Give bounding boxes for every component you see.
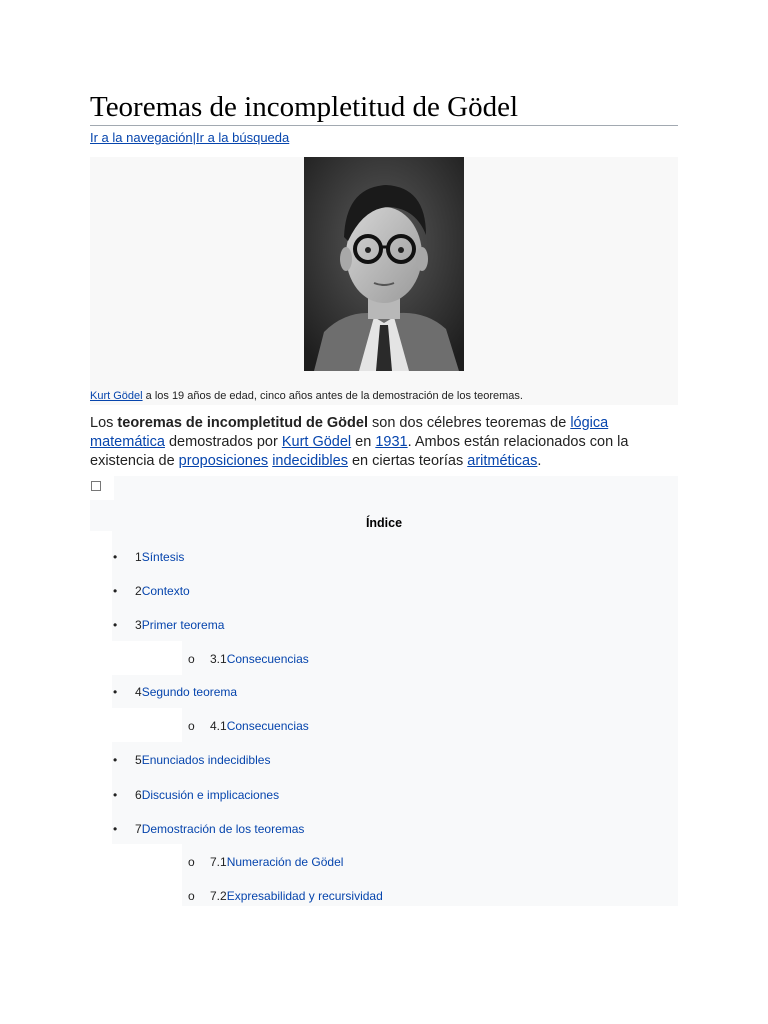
infobox-figure [90, 157, 678, 405]
bullet-icon: • [113, 788, 118, 802]
toc-item-number: 3.1 [210, 652, 227, 666]
intro-text-1: Los [90, 415, 118, 431]
toc-sub-indent [112, 844, 182, 878]
toc-item-number: 5 [135, 753, 142, 767]
portrait-illustration [304, 157, 464, 371]
figure-caption [90, 389, 523, 403]
title-divider [90, 125, 678, 126]
jump-separator: | [192, 130, 197, 145]
toc-item-enunciados-indecidibles[interactable] [113, 753, 271, 767]
toc-item-demostracion[interactable] [113, 822, 305, 836]
aritmeticas-link[interactable]: aritméticas [467, 453, 538, 469]
circle-bullet-icon: o [188, 855, 195, 869]
toc-item-number: 4 [135, 685, 142, 699]
kurt-godel-link[interactable]: Kurt Gödel [281, 434, 352, 450]
toc-item-label[interactable]: Consecuencias [226, 652, 309, 666]
toc-item-label[interactable]: Enunciados indecidibles [141, 753, 271, 767]
toc-sub-indent [112, 878, 182, 912]
circle-bullet-icon: o [188, 889, 195, 903]
toc-left-margin [90, 531, 112, 906]
toc-item-number: 7.2 [210, 889, 227, 903]
toc-item-number: 1 [135, 550, 142, 564]
toc-item-label[interactable]: Discusión e implicaciones [141, 788, 280, 802]
toc-item-number: 3 [135, 618, 142, 632]
toc-item-label[interactable]: Expresabilidad y recursividad [226, 889, 383, 903]
toc-item-label[interactable]: Contexto [141, 584, 190, 598]
intro-text-2: son dos célebres teoremas de [368, 415, 571, 431]
toc-item-label[interactable]: Consecuencias [226, 719, 309, 733]
bullet-icon: • [113, 753, 118, 767]
page-title: Teoremas de incompletitud de Gödel [90, 91, 519, 123]
toc-item-label[interactable]: Segundo teorema [141, 685, 238, 699]
circle-bullet-icon: o [188, 652, 195, 666]
intro-bold-term: teoremas de incompletitud de Gödel [117, 415, 368, 431]
year-1931-link[interactable]: 1931 [375, 434, 408, 450]
intro-text-4: en [351, 434, 376, 450]
toc-item-label[interactable]: Numeración de Gödel [226, 855, 344, 869]
toc-item-numeracion-godel[interactable] [188, 855, 344, 869]
jump-links [90, 130, 289, 146]
toc-item-contexto[interactable] [113, 584, 190, 598]
toc-title: Índice [365, 516, 403, 530]
toc-toggle-checkbox[interactable] [91, 481, 101, 491]
toc-item-label[interactable]: Primer teorema [141, 618, 225, 632]
bullet-icon: • [113, 822, 118, 836]
bullet-icon: • [113, 550, 118, 564]
jump-to-search-link[interactable]: Ir a la búsqueda [196, 130, 290, 145]
caption-text: a los 19 años de edad, cinco años antes de la demostración de los teoremas. [142, 390, 523, 402]
toc-item-label[interactable]: Síntesis [141, 550, 185, 564]
toc-item-discusion[interactable] [113, 788, 280, 802]
intro-text-8: . [537, 453, 542, 469]
indecidibles-link[interactable]: indecidibles [272, 453, 348, 469]
jump-to-navigation-link[interactable]: Ir a la navegación [90, 130, 193, 145]
intro-text-3: demostrados por [164, 434, 282, 450]
bullet-icon: • [113, 584, 118, 598]
toc-item-consecuencias-4-1[interactable] [188, 719, 309, 733]
toc-item-sintesis[interactable] [113, 550, 185, 564]
toc-item-expresabilidad[interactable] [188, 889, 383, 903]
caption-kurt-godel-link[interactable]: Kurt Gödel [90, 390, 143, 402]
intro-paragraph [90, 414, 678, 471]
circle-bullet-icon: o [188, 719, 195, 733]
toc-item-consecuencias-3-1[interactable] [188, 652, 309, 666]
logica-matematica-link[interactable]: lógica matemática [90, 415, 609, 450]
toc-item-number: 6 [135, 788, 142, 802]
toc-item-primer-teorema[interactable] [113, 618, 225, 632]
intro-text-7: en ciertas teorías [347, 453, 468, 469]
bullet-icon: • [113, 685, 118, 699]
portrait-image[interactable] [304, 157, 464, 371]
toc-item-number: 7.1 [210, 855, 227, 869]
toc-item-label[interactable]: Demostración de los teoremas [141, 822, 305, 836]
toc-sub-indent [112, 641, 182, 675]
toc-item-segundo-teorema[interactable] [113, 685, 238, 699]
intro-text-5: . Ambos están relacionados con la existencia de [90, 434, 629, 469]
toc-item-number: 4.1 [210, 719, 227, 733]
proposiciones-link[interactable]: proposiciones [178, 453, 269, 469]
toc-item-number: 2 [135, 584, 142, 598]
toc-item-number: 7 [135, 822, 142, 836]
toc-sub-indent [112, 708, 182, 742]
table-of-contents [90, 476, 678, 906]
bullet-icon: • [113, 618, 118, 632]
